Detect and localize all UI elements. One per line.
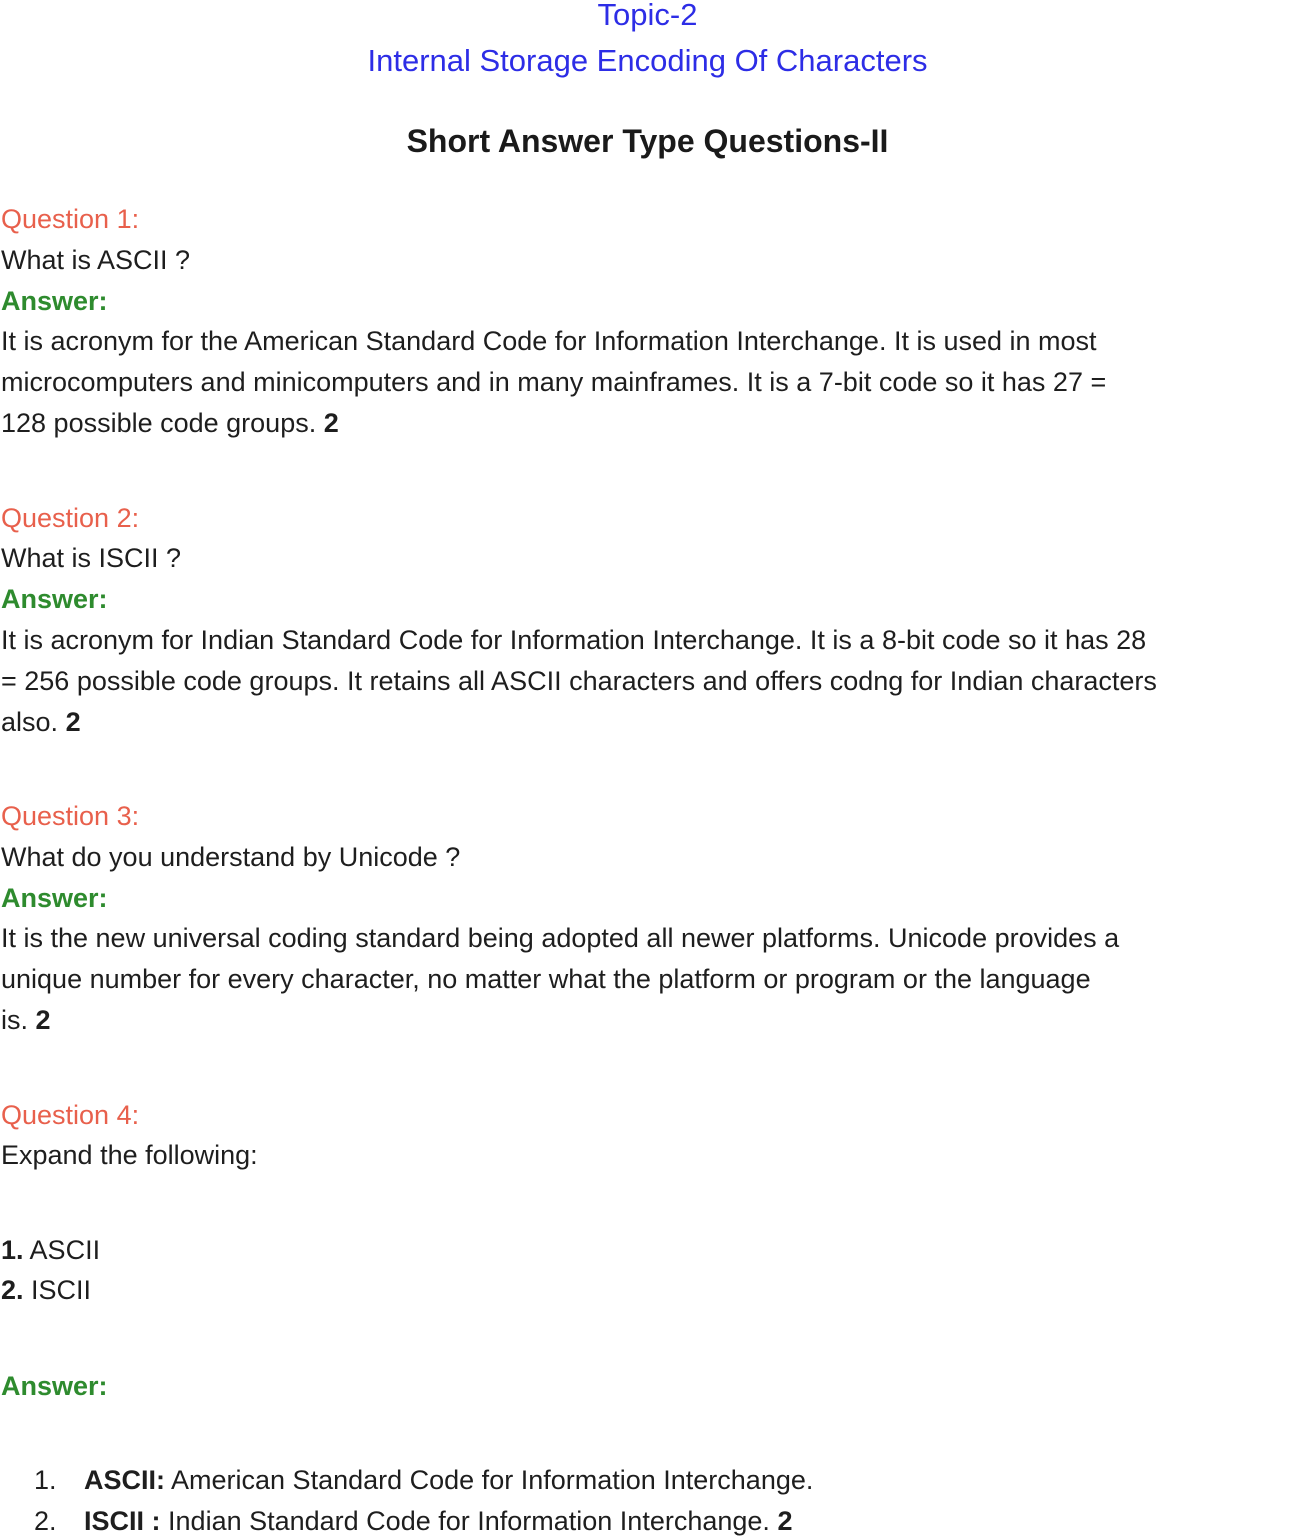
question-4-item-2-number: 2. xyxy=(1,1275,24,1305)
section-title: Short Answer Type Questions-II xyxy=(406,123,889,159)
question-2-text: What is ISCII ? xyxy=(1,543,182,573)
answer-3-label: Answer: xyxy=(1,883,108,913)
question-4-label: Question 4: xyxy=(1,1100,140,1130)
answer-4-marks: 2 xyxy=(777,1506,793,1536)
answer-1-line-2: microcomputers and minicomputers and in many mainframes. It is a 7-bit code so it has 27 = xyxy=(1,367,1107,397)
answer-1-marks: 2 xyxy=(323,408,339,438)
answer-3-line-2: unique number for every character, no matter what the platform or program or the language xyxy=(1,964,1091,994)
answer-4-item-2 xyxy=(0,1505,1295,1537)
answer-4-item-1 xyxy=(0,1464,1295,1496)
topic-number: Topic-2 xyxy=(597,0,698,32)
answer-1-label: Answer: xyxy=(1,286,108,316)
answer-2-text xyxy=(1,620,1293,743)
question-2-label: Question 2: xyxy=(1,503,140,533)
question-4-text: Expand the following: xyxy=(1,1140,258,1170)
answer-1-line-3 xyxy=(1,403,1293,444)
question-4-item-1 xyxy=(1,1234,100,1266)
answer-4-item-2-number: 2. xyxy=(34,1506,57,1536)
answer-4-item-2-body xyxy=(84,1505,792,1537)
answer-4-item-1-text: American Standard Code for Information Interchange. xyxy=(171,1465,814,1495)
answer-4-item-1-term: ASCII: xyxy=(84,1465,165,1495)
answer-4-item-1-number: 1. xyxy=(34,1465,57,1495)
question-3-label: Question 3: xyxy=(1,801,140,831)
answer-2-label: Answer: xyxy=(1,584,108,614)
question-1-label: Question 1: xyxy=(1,204,140,234)
answer-3-marks: 2 xyxy=(35,1005,51,1035)
question-4-item-2-text: ISCII xyxy=(31,1275,92,1305)
answer-1-line-3-text: 128 possible code groups. xyxy=(1,408,317,438)
answer-2-line-2: = 256 possible code groups. It retains all ASCII characters and offers codng for Indian characters xyxy=(1,666,1157,696)
answer-2-line-3 xyxy=(1,702,1293,743)
question-1-text: What is ASCII ? xyxy=(1,245,191,275)
answer-4-item-2-text: Indian Standard Code for Information Interchange. xyxy=(168,1506,770,1536)
answer-2-line-1: It is acronym for Indian Standard Code for Information Interchange. It is a 8-bit code so it has 28 xyxy=(1,625,1147,655)
answer-3-line-1: It is the new universal coding standard being adopted all newer platforms. Unicode provides a xyxy=(1,923,1120,953)
answer-3-line-3-text: is. xyxy=(1,1005,28,1035)
answer-1-text xyxy=(1,321,1293,444)
topic-title: Internal Storage Encoding Of Characters xyxy=(367,43,928,78)
question-4-item-1-number: 1. xyxy=(1,1235,24,1265)
answer-1-line-1: It is acronym for the American Standard Code for Information Interchange. It is used in most xyxy=(1,326,1097,356)
question-4-item-1-text: ASCII xyxy=(29,1235,101,1265)
question-4-item-2 xyxy=(1,1274,91,1306)
answer-4-item-2-term: ISCII : xyxy=(84,1506,161,1536)
answer-3-line-3 xyxy=(1,1000,1293,1041)
answer-4-label: Answer: xyxy=(1,1371,108,1401)
question-3-text: What do you understand by Unicode ? xyxy=(1,842,461,872)
answer-2-marks: 2 xyxy=(65,707,81,737)
answer-4-item-1-body xyxy=(84,1464,813,1496)
answer-3-text xyxy=(1,918,1293,1041)
answer-2-line-3-text: also. xyxy=(1,707,59,737)
